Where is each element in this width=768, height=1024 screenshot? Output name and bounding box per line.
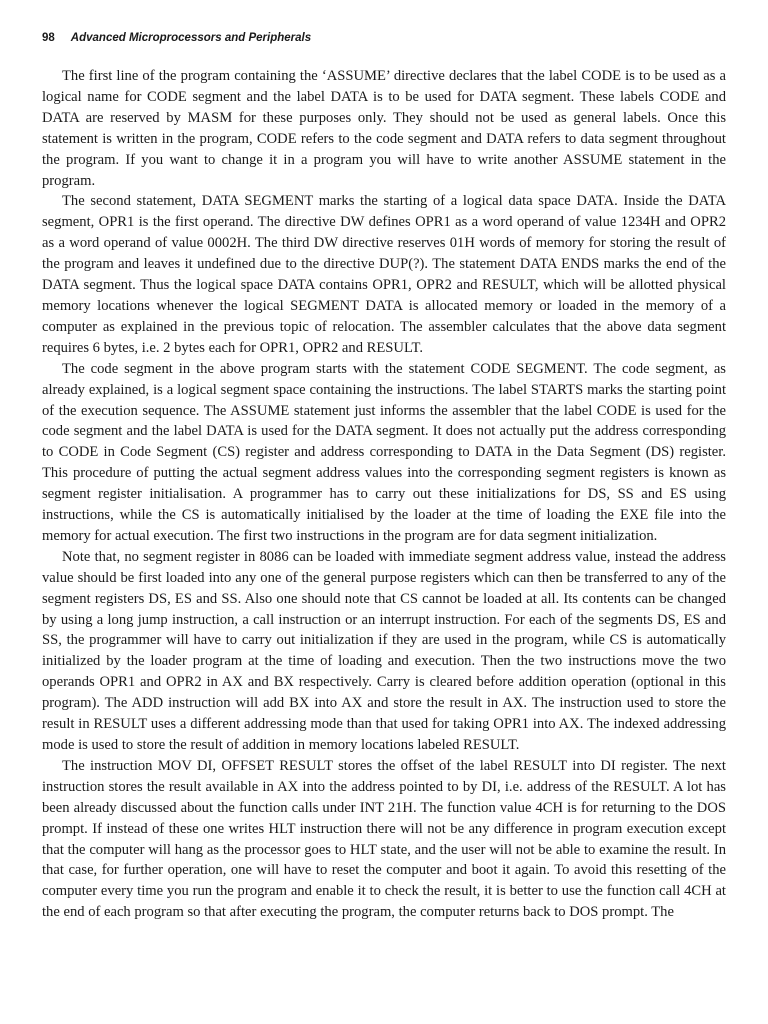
paragraph-data-segment: The second statement, DATA SEGMENT marks the starting of a logical data space DATA. Inside the DATA segment, OPR1 is the first operand. The directive DW defines OPR1 as a word operand of value 1234H and OPR2 as a word operand of value 0002H. The third DW directive reserves 01H words of memory for storing the result of the program and leaves it undefined due to the directive DUP(?). The statement DATA ENDS marks the end of the DATA segment. Thus the logical space DATA contains OPR1, OPR2 and RESULT, which will be allotted physical memory locations whenever the logical SEGMENT DATA is allocated memory or loaded in the memory of a computer as explained in the previous topic of relocation. The assembler calculates that the above data segment requires 6 bytes, i.e. 2 bytes each for OPR1, OPR2 and RESULT. <box>42 193 726 356</box>
running-header <box>42 32 726 54</box>
page-number: 98 <box>42 32 55 44</box>
paragraph-code-segment: The code segment in the above program starts with the statement CODE SEGMENT. The code segment, as already explained, is a logical segment space containing the instructions. The label STARTS marks the starting point of the execution sequence. The ASSUME statement just informs the assembler that the label CODE is used for the code segment and the label DATA is used for the DATA segment. It does not actually put the address corresponding to CODE in Code Segment (CS) register and address corresponding to DATA in the Data Segment (DS) register. This procedure of putting the actual segment address values into the corresponding segment registers is known as segment register initialisation. A programmer has to carry out these initializations for DS, SS and ES using instructions, while the CS is automatically initialised by the loader at the time of loading the EXE file into the memory for actual execution. The first two instructions in the program are for data segment initialization. <box>42 360 726 544</box>
body-text <box>42 66 726 923</box>
paragraph-segment-register-note: Note that, no segment register in 8086 can be loaded with immediate segment address value, instead the address value should be first loaded into any one of the general purpose registers which can then be transferred to any of the segment registers DS, ES and SS. Also one should note that CS cannot be loaded at all. Its contents can be changed by using a long jump instruction, a call instruction or an interrupt instruction. For each of the segments DS, ES and SS, the programmer will have to carry out initialization if they are used in the program, while CS is automatically initialized by the loader program at the time of loading and execution. Then the two instructions move the two operands OPR1 and OPR2 in AX and BX respectively. Carry is cleared before addition operation (optional in this program). The ADD instruction will add BX into AX and store the result in AX. The instruction used to store the result in RESULT uses a different addressing mode than that used for taking OPR1 into AX. The indexed addressing mode is used to store the result of addition in memory locations labeled RESULT. <box>42 548 726 753</box>
book-title: Advanced Microprocessors and Peripherals <box>70 32 312 44</box>
paragraph-mov-di-offset: The instruction MOV DI, OFFSET RESULT stores the offset of the label RESULT into DI register. The next instruction stores the result available in AX into the address pointed to by DI, i.e. address of the RESULT. A lot has been already discussed about the function calls under INT 21H. The function value 4CH is for returning to the DOS prompt. If instead of these one writes HLT instruction there will not be any difference in program execution except that the computer will hang as the processor goes to HLT state, and the user will not be able to examine the result. In that case, for further operation, one will have to reset the computer and boot it again. To avoid this resetting of the computer every time you run the program and enable it to check the result, it is better to use the function call 4CH at the end of each program so that after executing the program, the computer returns back to DOS prompt. The <box>42 757 726 921</box>
book-page <box>42 32 726 923</box>
paragraph-assume-directive: The first line of the program containing the ‘ASSUME’ directive declares that the label CODE is to be used as a logical name for CODE segment and the label DATA is to be used for DATA segment. These labels CODE and DATA are reserved by MASM for these purposes only. They should not be used as general labels. Once this statement is written in the program, CODE refers to the code segment and DATA refers to data segment throughout the program. If you want to change it in a program you will have to write another ASSUME statement in the program. <box>42 68 726 189</box>
